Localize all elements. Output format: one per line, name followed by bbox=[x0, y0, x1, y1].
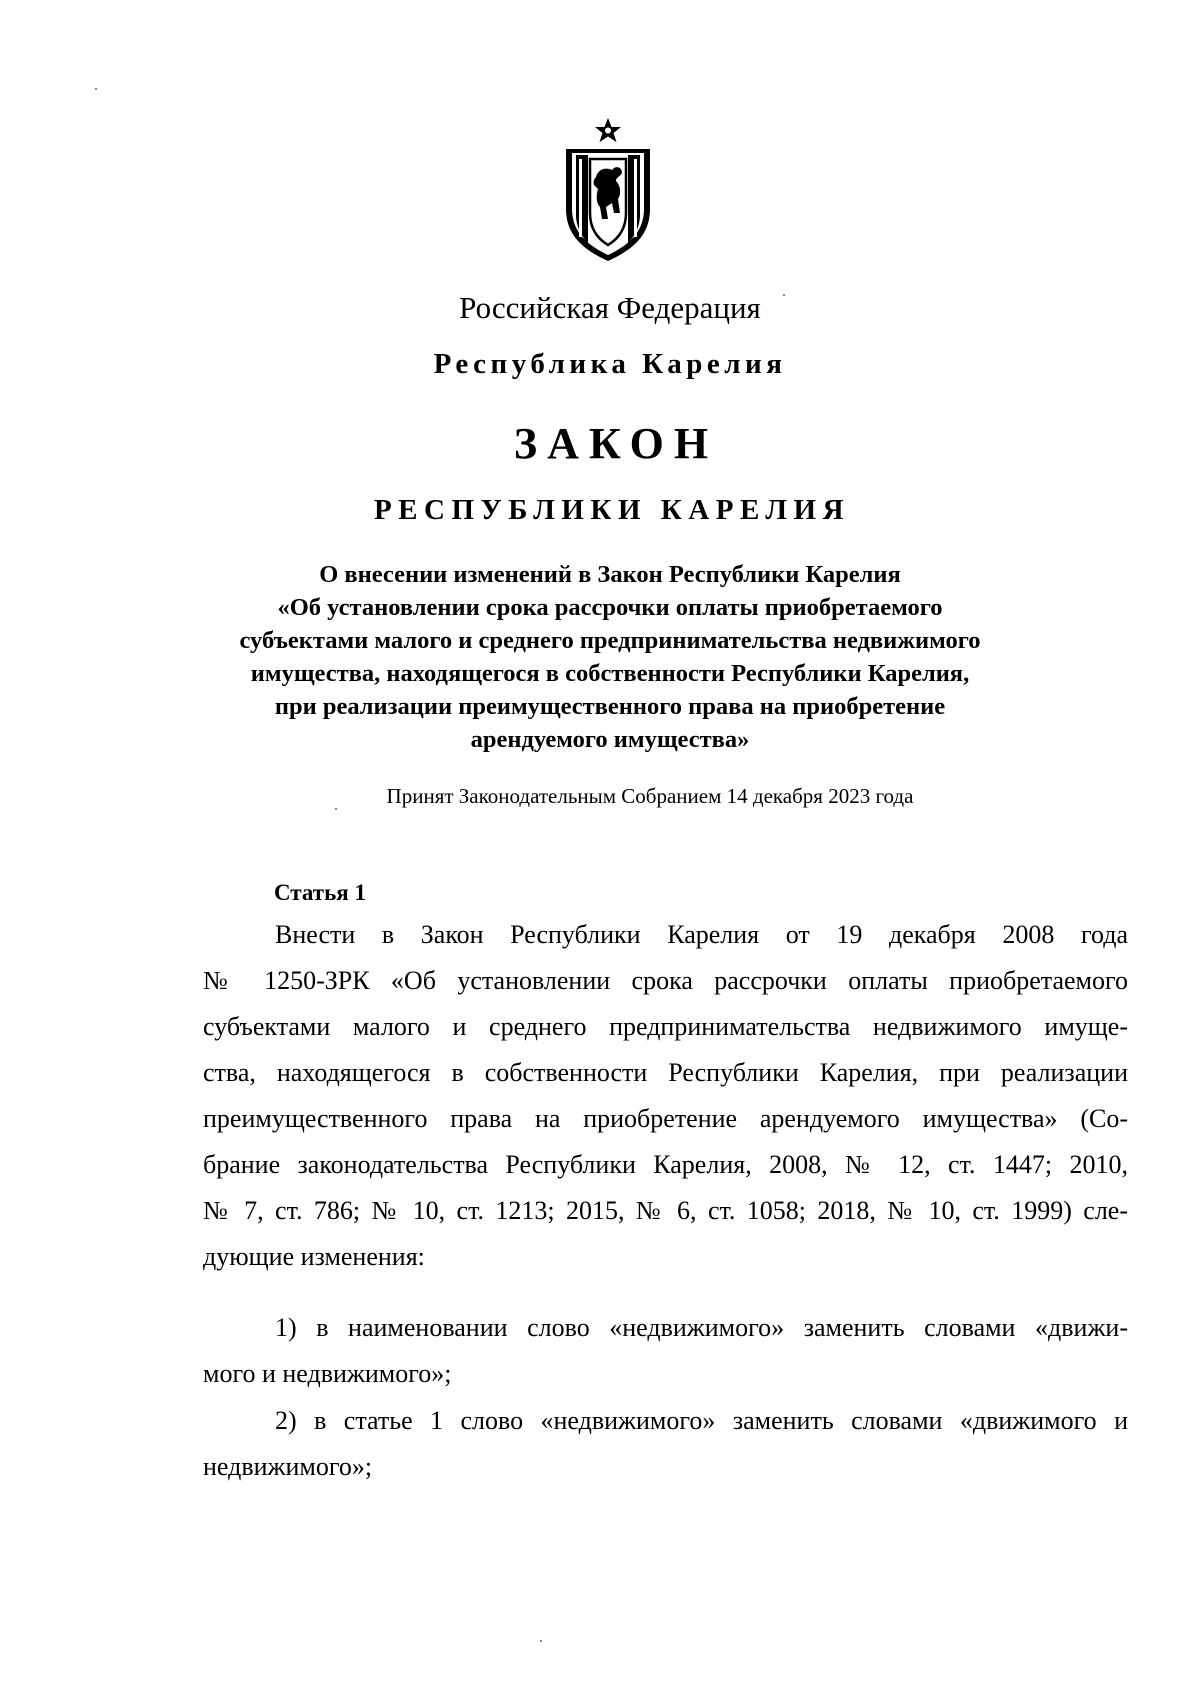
law-title bbox=[200, 558, 1020, 756]
republic-name: Республика Карелия bbox=[433, 348, 787, 380]
adoption-note: Принят Законодательным Собранием 14 декабря 2023 года bbox=[386, 784, 914, 808]
paragraph-line: дующие изменения: bbox=[203, 1242, 425, 1271]
paragraph-line: преимущественного права на приобретение арендуемого имущества» (Со- bbox=[203, 1104, 1128, 1133]
document-issuer-heading: РЕСПУБЛИКИ КАРЕЛИЯ bbox=[373, 494, 851, 526]
law-title-line: имущества, находящегося в собственности Республики Карелия, bbox=[250, 660, 970, 687]
law-title-line: при реализации преимущественного права на приобретение bbox=[274, 693, 946, 720]
paragraph-line: Внести в Закон Республики Карелия от 19 декабря 2008 года bbox=[275, 920, 1128, 949]
paragraph-line: 2) в статье 1 слово «недвижимого» заменить словами «движимого и bbox=[275, 1406, 1128, 1435]
paragraph-line: недвижимого»; bbox=[203, 1452, 373, 1481]
paragraph-line: брание законодательства Республики Карелия, 2008, № 12, ст. 1447; 2010, bbox=[203, 1150, 1128, 1179]
paragraph-line: № 7, ст. 786; № 10, ст. 1213; 2015, № 6, ст. 1058; 2018, № 10, ст. 1999) сле- bbox=[203, 1196, 1128, 1225]
article-intro-paragraph bbox=[203, 912, 1128, 1280]
karelia-coat-of-arms-icon bbox=[560, 115, 656, 265]
law-title-line: О внесении изменений в Закон Республики Карелия bbox=[319, 561, 901, 588]
amendment-item-2 bbox=[203, 1398, 1128, 1490]
document-type-heading: ЗАКОН bbox=[513, 419, 719, 468]
scan-speck bbox=[335, 808, 337, 810]
paragraph-line: 1) в наименовании слово «недвижимого» заменить словами «движи- bbox=[275, 1313, 1128, 1342]
paragraph-line: № 1250-ЗРК «Об установлении срока рассрочки оплаты приобретаемого bbox=[203, 966, 1128, 995]
scan-speck bbox=[783, 294, 785, 296]
article-heading: Статья 1 bbox=[274, 880, 366, 905]
paragraph-line: субъектами малого и среднего предпринимательства недвижимого имуще- bbox=[203, 1012, 1128, 1041]
paragraph-line: мого и недвижимого»; bbox=[203, 1359, 452, 1388]
amendment-item-1 bbox=[203, 1305, 1128, 1397]
law-title-line: субъектами малого и среднего предпринимательства недвижимого bbox=[239, 627, 981, 654]
law-title-line: «Об установлении срока рассрочки оплаты приобретаемого bbox=[277, 594, 943, 621]
country-name: Российская Федерация bbox=[459, 290, 761, 325]
law-title-line: арендуемого имущества» bbox=[470, 726, 750, 753]
scan-speck bbox=[95, 88, 97, 90]
scan-speck bbox=[540, 1640, 542, 1642]
paragraph-line: ства, находящегося в собственности Республики Карелия, при реализации bbox=[203, 1058, 1128, 1087]
